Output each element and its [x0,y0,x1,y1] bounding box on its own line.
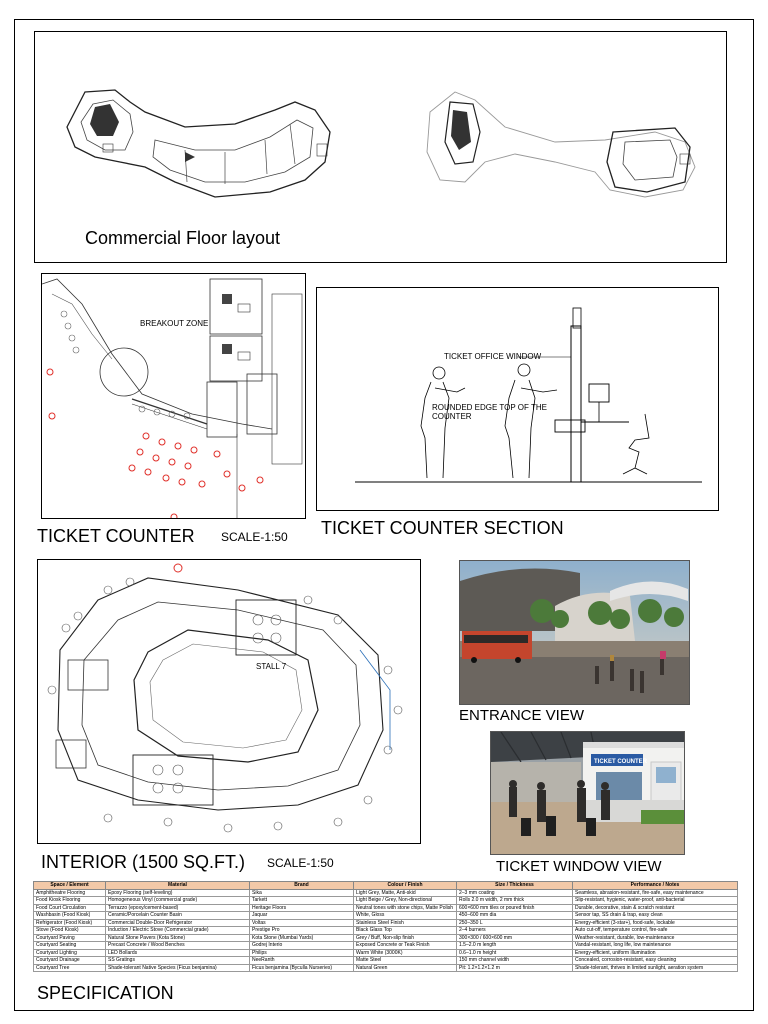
table-cell: Black Glass Top [354,927,457,935]
table-cell: Exposed Concrete or Teak Finish [354,942,457,950]
table-cell: 300×300 / 600×600 mm [457,934,573,942]
column-header: Material [106,882,250,890]
table-cell: Light Beige / Grey, Non-directional [354,897,457,905]
specification-table-body [34,889,738,972]
table-row [34,919,738,927]
table-row [34,949,738,957]
table-cell: Courtyard Drainage [34,957,106,965]
table-cell: Commercial Double-Door Refrigerator [106,919,250,927]
entrance-view-image [459,560,690,705]
table-cell: 150 mm channel width [457,957,573,965]
specification-table [33,881,738,972]
table-cell: White, Gloss [354,912,457,920]
entrance-view-title: ENTRANCE VIEW [459,707,585,724]
table-row [34,912,738,920]
ticket-counter-section-panel [316,287,719,511]
table-cell: Epoxy Flooring (self-leveling) [106,889,250,897]
table-cell: 250–350 L [457,919,573,927]
table-row [34,942,738,950]
table-cell: Philips [250,949,354,957]
table-cell: Shade-tolerant Native Species (Ficus benjamina) [106,964,250,972]
table-row [34,897,738,905]
specification-title: SPECIFICATION [37,983,174,1003]
table-cell: Seamless, abrasion-resistant, fire-safe, easy maintenance [573,889,738,897]
table-cell: Terrazzo (epoxy/cement-based) [106,904,250,912]
table-cell: Homogeneous Vinyl (commercial grade) [106,897,250,905]
table-cell: Sensor tap, SS drain & trap, easy clean [573,912,738,920]
table-cell: Weather-resistant, durable, low-maintenance [573,934,738,942]
table-cell: Warm White (3000K) [354,949,457,957]
table-cell: Pit: 1.2×1.2×1.2 m [457,964,573,972]
ticket-counter-scale: SCALE-1:50 [221,530,288,544]
table-cell: Ceramic/Porcelain Counter Basin [106,912,250,920]
counter-edge-label-line1: ROUNDED EDGE TOP OF THE [432,403,547,412]
floor-layout-panel [34,31,727,263]
table-cell: Amphitheatre Flooring [34,889,106,897]
column-header: Colour / Finish [354,882,457,890]
table-cell: Courtyard Lighting [34,949,106,957]
table-cell: Vandal-resistant, long life, low maintenance [573,942,738,950]
column-header: Space / Element [34,882,106,890]
table-row [34,957,738,965]
table-cell: Courtyard Paving [34,934,106,942]
table-cell: Food Court Circulation [34,904,106,912]
table-cell: Natural Green [354,964,457,972]
table-cell: Washbasin (Food Kiosk) [34,912,106,920]
table-cell: LED Bollards [106,949,250,957]
column-header: Performance / Notes [573,882,738,890]
table-cell: Grey / Buff, Non-slip finish [354,934,457,942]
table-cell: Light Grey, Matte, Anti-skid [354,889,457,897]
interior-plan-drawing [38,560,421,844]
table-cell: 1.5–2.0 m length [457,942,573,950]
table-cell: Natural Stone Pavers (Kota Stone) [106,934,250,942]
table-cell: 2–3 mm coating [457,889,573,897]
table-cell: 0.6–1.0 m height [457,949,573,957]
table-cell: SS Gratings [106,957,250,965]
table-cell: Food Kiosk Flooring [34,897,106,905]
table-cell: Energy-efficient, uniform illumination [573,949,738,957]
floor-layout-title: Commercial Floor layout [85,228,281,248]
table-cell: Refrigerator (Food Kiosk) [34,919,106,927]
table-cell: Godrej Interio [250,942,354,950]
table-cell: Kota Stone (Mumbai Yards) [250,934,354,942]
ticket-counter-plan-drawing [42,274,306,519]
table-cell: Sika [250,889,354,897]
table-cell: Durable, decorative, stain & scratch resistant [573,904,738,912]
table-cell: Jaquar [250,912,354,920]
table-cell: Matte Steel [354,957,457,965]
table-header-row [34,882,738,890]
interior-title: INTERIOR (1500 SQ.FT.) [41,852,246,872]
table-cell: Stove (Food Kiosk) [34,927,106,935]
table-cell: NeeRanth [250,957,354,965]
table-cell: Concealed, corrosion-resistant, easy cleaning [573,957,738,965]
ticket-counter-section-title: TICKET COUNTER SECTION [321,518,564,538]
ticket-office-window-label: TICKET OFFICE WINDOW [444,352,542,361]
column-header: Brand [250,882,354,890]
table-cell: Courtyard Seating [34,942,106,950]
table-cell: 450–600 mm dia [457,912,573,920]
table-cell: Precast Concrete / Wood Benches [106,942,250,950]
table-cell: Slip-resistant, hygienic, water-proof, anti-bacterial [573,897,738,905]
table-cell: Heritage Floors [250,904,354,912]
table-cell: Stainless Steel Finish [354,919,457,927]
table-cell: Induction / Electric Stove (Commercial grade) [106,927,250,935]
table-cell: Shade-tolerant, thrives in limited sunlight, aeration system [573,964,738,972]
interior-scale: SCALE-1:50 [267,856,334,870]
table-row [34,889,738,897]
table-cell: Energy-efficient (3-star+), food-safe, lockable [573,919,738,927]
table-row [34,934,738,942]
table-cell: Neutral tones with stone chips, Matte Polish [354,904,457,912]
table-cell: Prestige Pro [250,927,354,935]
table-row [34,927,738,935]
table-cell: 2–4 burners [457,927,573,935]
breakout-zone-label: BREAKOUT ZONE [140,319,209,328]
table-cell: 600×600 mm tiles or poured finish [457,904,573,912]
table-cell: Rolls 2.0 m width, 2 mm thick [457,897,573,905]
column-header: Size / Thickness [457,882,573,890]
stall-label: STALL 7 [256,662,287,671]
ticket-counter-plan-panel [41,273,306,519]
counter-edge-label-line2: COUNTER [432,412,472,421]
ticket-counter-section-drawing [317,288,719,511]
table-row [34,904,738,912]
table-cell: Courtyard Tree [34,964,106,972]
ticket-window-view-image [490,731,685,855]
table-row [34,964,738,972]
table-cell: Tarkett [250,897,354,905]
ticket-counter-title: TICKET COUNTER [37,526,195,546]
ticket-window-view-title: TICKET WINDOW VIEW [496,858,662,875]
table-cell: Ficus benjamina (Byculla Nurseries) [250,964,354,972]
table-cell: Voltas [250,919,354,927]
table-cell: Auto cut-off, temperature control, fire-safe [573,927,738,935]
interior-plan-panel [37,559,421,844]
ticket-counter-sign: TICKET COUNTER [594,759,647,765]
